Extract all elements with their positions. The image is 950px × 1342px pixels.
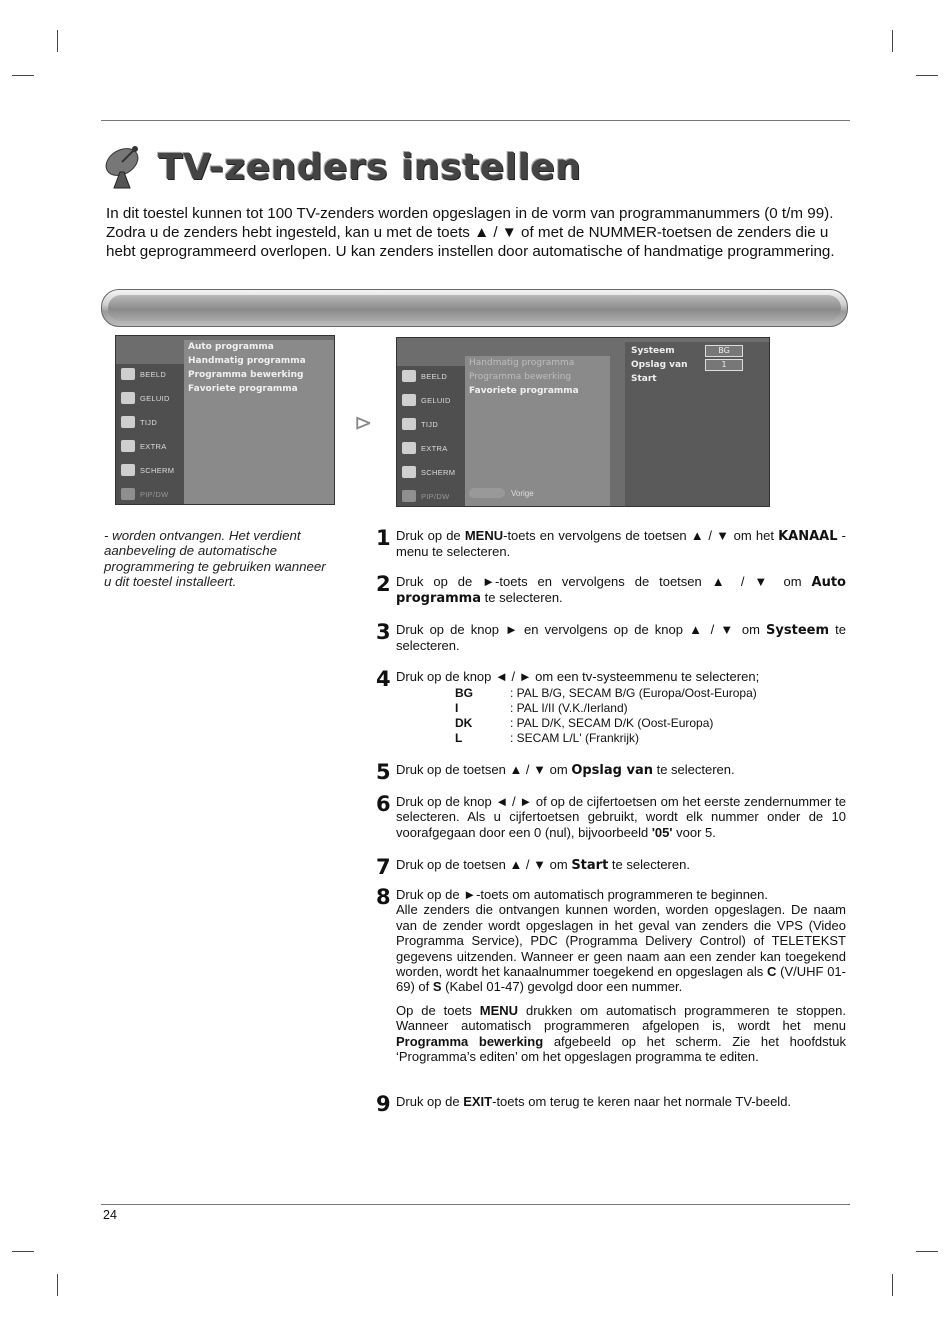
step-text: Druk op de knop ◄ / ► of op de cijfertoetsen om het eerste zendernummer te selecteren. Als u cijfertoetsen gebruikt, wordt elk nummer onder de 10 voorafgegaan door een 0 (nul), bijvoorbeeld '05' voor 5. xyxy=(396,794,846,840)
osd-value-box: 1 xyxy=(705,359,743,371)
clock-icon xyxy=(402,418,416,430)
step-number: 5 xyxy=(376,760,391,784)
crop-mark xyxy=(916,1251,938,1252)
step-2 xyxy=(376,574,846,607)
osd-side-item-extra: EXTRA xyxy=(399,437,465,459)
top-rule xyxy=(101,120,850,121)
sound-icon xyxy=(121,392,135,404)
osd-back-label: Vorige xyxy=(511,489,534,498)
osd-submenu-item: Handmatig programma xyxy=(469,358,575,368)
title-row xyxy=(100,142,581,192)
crop-mark xyxy=(12,1251,34,1252)
osd-menu-screen-2 xyxy=(396,337,770,507)
crop-mark xyxy=(57,30,58,52)
sound-icon xyxy=(402,394,416,406)
step-number: 2 xyxy=(376,572,391,596)
pip-icon xyxy=(402,490,416,502)
osd-submenu-item: Favoriete programma xyxy=(469,386,579,396)
step-4 xyxy=(376,667,846,691)
step-6 xyxy=(376,794,846,840)
step-text: Druk op de knop ◄ / ► om een tv-systeemmenu te selecteren; xyxy=(396,669,760,684)
osd-side-item-pip: PIP/DW xyxy=(118,483,184,505)
step-number: 9 xyxy=(376,1092,391,1116)
osd-side-item-tijd: TIJD xyxy=(399,413,465,435)
osd-row-systeem: Systeem BG xyxy=(625,344,769,358)
step-number: 8 xyxy=(376,885,391,909)
picture-icon xyxy=(402,370,416,382)
side-note: - worden ontvangen. Het verdient aanbeveling de automatische programmering te gebruiken wanneer u dit toestel installeert. xyxy=(104,528,326,590)
extra-icon xyxy=(402,442,416,454)
step-9 xyxy=(376,1092,846,1116)
page-title: TV-zenders instellen xyxy=(158,146,582,188)
step-number: 1 xyxy=(376,526,391,550)
step-text: Druk op de MENU-toets en vervolgens de toetsen ▲ / ▼ om het KANAAL -menu te selecteren. xyxy=(396,528,846,560)
satellite-dish-icon xyxy=(100,142,150,192)
picture-icon xyxy=(121,368,135,380)
step-text: Druk op de toetsen ▲ / ▼ om Opslag van te selecteren. xyxy=(396,762,735,778)
osd-side-item-beeld: BEELD xyxy=(399,365,465,387)
osd-side-item-scherm: SCHERM xyxy=(399,461,465,483)
osd-back-button xyxy=(469,488,505,498)
osd-value-box: BG xyxy=(705,345,743,357)
crop-mark xyxy=(12,75,34,76)
osd-submenu xyxy=(465,356,610,506)
crop-mark xyxy=(57,1274,58,1296)
step-number: 4 xyxy=(376,667,391,691)
step-text: Druk op de knop ► en vervolgens op de knop ▲ / ▼ om Systeem te selecteren. xyxy=(396,622,846,654)
osd-submenu xyxy=(184,340,334,504)
osd-submenu-item: Programma bewerking xyxy=(188,370,304,380)
step-7 xyxy=(376,855,846,879)
osd-side-item-geluid: GELUID xyxy=(118,387,184,409)
screen-icon xyxy=(121,464,135,476)
osd-submenu-item: Handmatig programma xyxy=(188,356,306,366)
extra-icon xyxy=(121,440,135,452)
osd-side-item-pip: PIP/DW xyxy=(399,485,465,507)
osd-submenu-item: Programma bewerking xyxy=(469,372,572,382)
osd-side-item-scherm: SCHERM xyxy=(118,459,184,481)
step-1 xyxy=(376,528,846,560)
osd-submenu-item: Auto programma xyxy=(188,342,274,352)
section-header-bar xyxy=(101,289,848,327)
step-text: Druk op de ►-toets en vervolgens de toetsen ▲ / ▼ om Auto programma te selecteren. xyxy=(396,574,846,607)
osd-submenu-item: Favoriete programma xyxy=(188,384,298,394)
step-text: Druk op de ►-toets om automatisch programmeren te beginnen. Alle zenders die ontvangen kunnen worden, worden opgeslagen. De naam van de zender wordt opgeslagen in het geval van zenders die VPS (Video Programma Service), PDC (Programma Delivery Control) of TELETEKST gegevens uitzenden. Wanneer er geen naam aan een zender kan toegekend worden, wordt het kanaalnummer toegekend en opgeslagen als C (V/UHF 01-69) of S (Kabel 01-47) gevolgd door een nummer. xyxy=(396,887,846,995)
intro-paragraph: In dit toestel kunnen tot 100 TV-zenders worden opgeslagen in de vorm van programmanummers (0 t/m 99). Zodra u de zenders hebt ingesteld, kan u met de toets ▲ / ▼ of met de NUMMER-toetsen de zenders die u hebt geprogrammeerd overlopen. U kan zenders instellen door automatische of handmatige programmering. xyxy=(106,205,835,260)
osd-side-item-geluid: GELUID xyxy=(399,389,465,411)
step-8 xyxy=(376,887,846,1064)
crop-mark xyxy=(916,75,938,76)
clock-icon xyxy=(121,416,135,428)
osd-side-item-beeld: BEELD xyxy=(118,363,184,385)
osd-row-start: Start xyxy=(631,374,657,384)
step-number: 3 xyxy=(376,620,391,644)
crop-mark xyxy=(892,1274,893,1296)
bottom-rule xyxy=(101,1204,850,1205)
osd-auto-panel xyxy=(625,342,769,507)
step-5 xyxy=(376,760,846,784)
step-3 xyxy=(376,622,846,654)
screen-icon xyxy=(402,466,416,478)
step-text-continued: Op de toets MENU drukken om automatisch programmeren te stoppen. Wanneer automatisch programmeren afgelopen is, wordt het menu Programma bewerking afgebeeld op het scherm. Zie het hoofdstuk ‘Programma’s editen’ om het opgeslagen programma te editen. xyxy=(396,1002,846,1065)
step-number: 7 xyxy=(376,855,391,879)
osd-row-opslag: Opslag van 1 xyxy=(625,358,769,372)
page-number: 24 xyxy=(103,1208,117,1222)
next-arrow-icon: ⊳ xyxy=(354,410,373,435)
osd-side-item-extra: EXTRA xyxy=(118,435,184,457)
osd-menu-screen-1 xyxy=(115,335,335,505)
step-text: Druk op de EXIT-toets om terug te keren naar het normale TV-beeld. xyxy=(396,1094,792,1109)
step-text: Druk op de toetsen ▲ / ▼ om Start te selecteren. xyxy=(396,857,690,873)
osd-side-item-tijd: TIJD xyxy=(118,411,184,433)
crop-mark xyxy=(892,30,893,52)
step-number: 6 xyxy=(376,792,391,816)
pip-icon xyxy=(121,488,135,500)
